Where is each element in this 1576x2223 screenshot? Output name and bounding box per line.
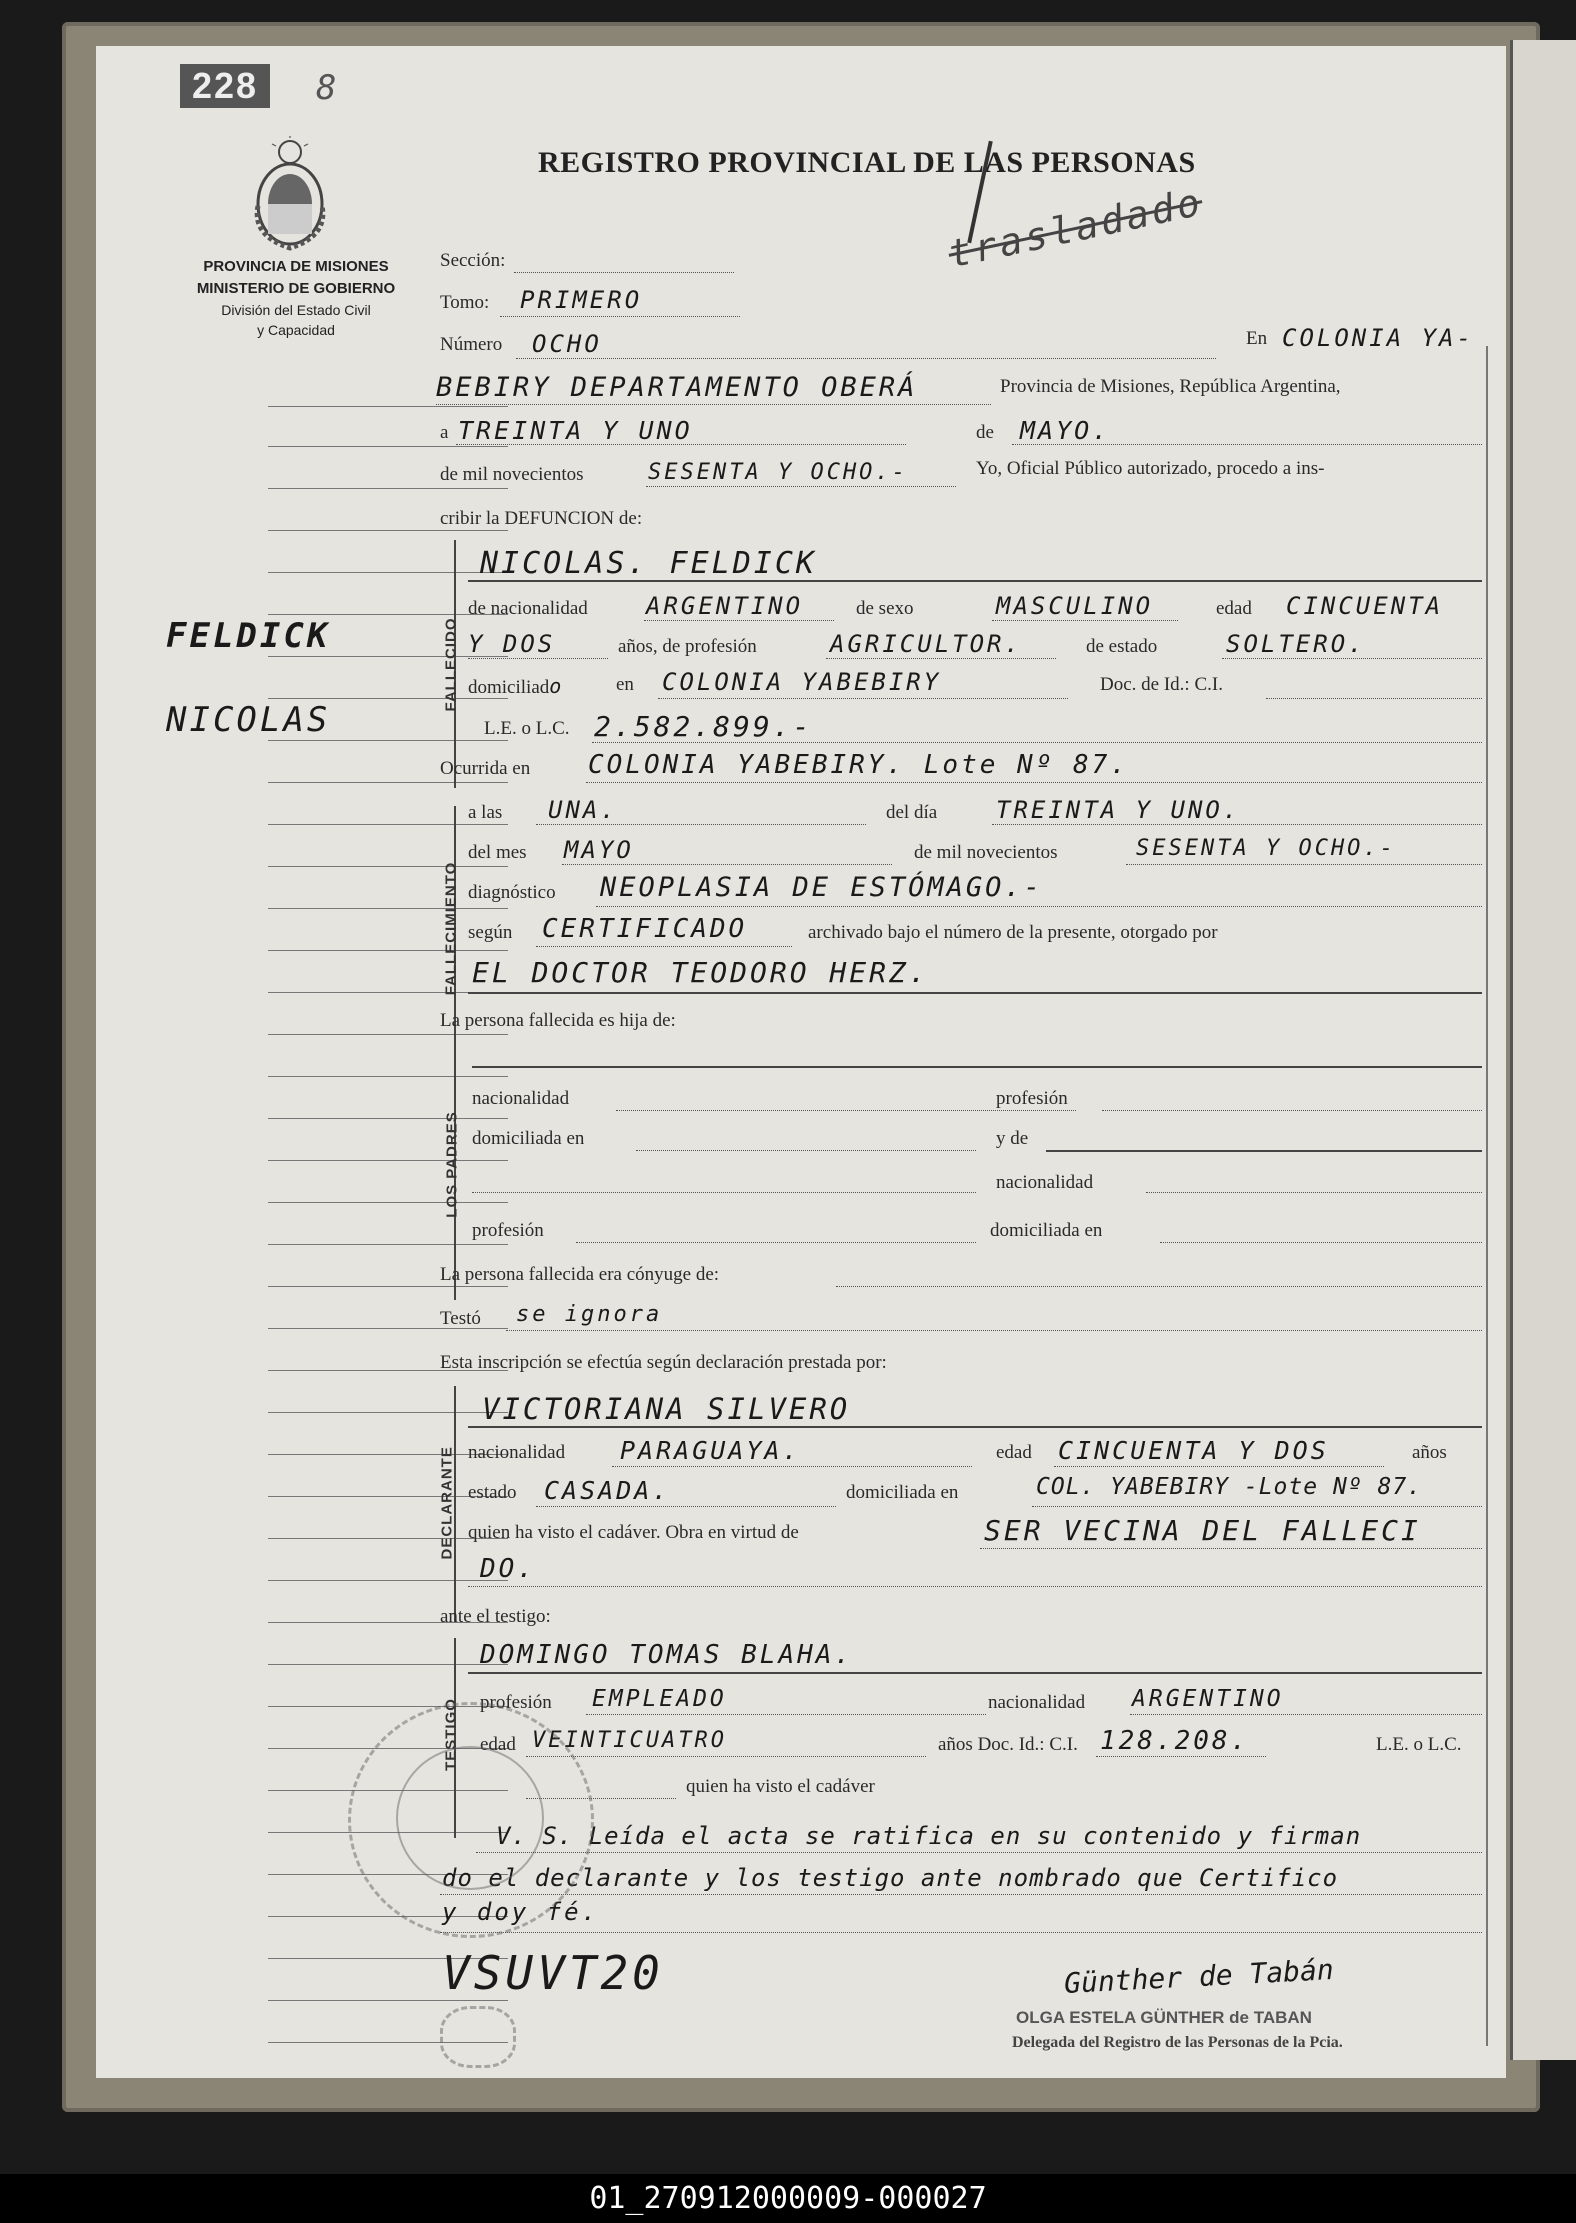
t-nac-line	[1130, 1714, 1482, 1715]
diagnostico-line	[596, 906, 1482, 907]
padre-nacionalidad-label: nacionalidad	[472, 1088, 570, 1109]
padre-dom-line	[636, 1150, 976, 1151]
a-label: a	[440, 422, 449, 443]
closing-line3: y doy fé.	[442, 1898, 600, 1926]
testigo-name-line	[468, 1672, 1482, 1674]
t-nacionalidad-value: ARGENTINO	[1132, 1686, 1284, 1712]
mes-line	[562, 864, 892, 865]
padre-name-line	[472, 1066, 1482, 1068]
f-sexo-label: de sexo	[856, 598, 914, 619]
mil-label: de mil novecientos	[914, 842, 1058, 863]
medico-value: EL DOCTOR TEODORO HERZ.	[472, 956, 929, 989]
f-profesion-value: AGRICULTOR.	[830, 630, 1022, 658]
f-nac-line	[644, 620, 834, 621]
coat-of-arms-icon	[248, 136, 332, 254]
f-edad-cont: Y DOS	[468, 630, 556, 658]
f-domiciliado-label: domiciliado	[468, 674, 565, 698]
f-le-label: L.E. o L.C.	[484, 718, 570, 739]
testo-value: se ignora	[516, 1302, 663, 1327]
a-las-label: a las	[468, 802, 503, 823]
del-dia-label: del día	[886, 802, 938, 823]
padre-dom2-line	[472, 1192, 976, 1193]
f-domicilio-value: COLONIA YABEBIRY	[662, 668, 942, 696]
t-profesion-value: EMPLEADO	[592, 1686, 727, 1712]
d-obra-line	[980, 1548, 1482, 1549]
official-signature: Günther de Tabán	[1063, 1952, 1335, 2001]
ocurrida-label: Ocurrida en	[440, 758, 531, 779]
d-nacionalidad-label: nacionalidad	[468, 1442, 566, 1463]
declarante-intro: Esta inscripción se efectúa según declaración prestada por:	[440, 1352, 887, 1373]
dia-line	[992, 824, 1482, 825]
month-line	[1012, 444, 1482, 445]
d-edad-label: edad	[996, 1442, 1032, 1463]
year-value: SESENTA Y OCHO.-	[648, 460, 908, 485]
testigo-intro: ante el testigo:	[440, 1606, 551, 1627]
province-label: PROVINCIA DE MISIONES	[203, 258, 389, 275]
year-prefix: de mil novecientos	[440, 464, 584, 485]
padre-profesion-label: profesión	[996, 1088, 1068, 1109]
document-page	[96, 46, 1506, 2078]
tomo-value: PRIMERO	[520, 286, 643, 314]
year-line	[646, 486, 956, 487]
closing-line2: do el declarante y los testigo ante nombrado que Certifico	[442, 1864, 1339, 1892]
f-sexo-line	[992, 620, 1178, 621]
d-estado-label: estado	[468, 1482, 517, 1503]
title-annotation: trasladado	[944, 179, 1207, 277]
f-domiciliado-suffix: o	[549, 674, 565, 698]
numero-label: Número	[440, 334, 503, 355]
y-de-label: y de	[996, 1128, 1029, 1149]
madre-nac-line	[1146, 1192, 1482, 1193]
segun-line	[536, 946, 792, 947]
testigo-section-label: TESTIGO	[442, 1698, 460, 1771]
testo-label: Testó	[440, 1308, 481, 1329]
conyuge-intro: La persona fallecida era cónyuge de:	[440, 1264, 720, 1285]
f-le-value: 2.582.899.-	[594, 710, 813, 743]
capacity-label: y Capacidad	[257, 322, 335, 338]
dia-value: TREINTA Y UNO.	[996, 796, 1241, 824]
f-sexo-value: MASCULINO	[996, 592, 1154, 620]
en-label: En	[1246, 328, 1268, 349]
seccion-label: Sección:	[440, 250, 506, 271]
en-value: COLONIA YA-	[1282, 324, 1474, 352]
closing-line3-rule	[440, 1932, 1482, 1933]
declarante-name-line	[468, 1426, 1482, 1428]
f-prof-line	[826, 658, 1056, 659]
numero-line	[516, 358, 1216, 359]
anio-value: SESENTA Y OCHO.-	[1136, 836, 1396, 861]
ocurrida-value: COLONIA YABEBIRY. Lote Nº 87.	[588, 750, 1129, 780]
f-nacionalidad-value: ARGENTINO	[646, 592, 804, 620]
t-edad-value: VEINTICUATRO	[532, 1728, 727, 1753]
d-quien-text: quien ha visto el cadáver. Obra en virtud de	[468, 1522, 799, 1543]
segun-value: CERTIFICADO	[542, 914, 748, 944]
madre-name-line	[1046, 1150, 1482, 1152]
madre-nacionalidad-label: nacionalidad	[996, 1172, 1094, 1193]
madre-domiciliada-label: domiciliada en	[990, 1220, 1103, 1241]
padre-nac-line	[616, 1110, 1076, 1111]
hora-line	[536, 824, 866, 825]
d-estado-value: CASADA.	[544, 1476, 671, 1505]
d-obra-value: SER VECINA DEL FALLECI	[984, 1514, 1421, 1547]
month-value: MAYO.	[1020, 416, 1111, 445]
right-margin-line	[1486, 346, 1488, 2046]
day-line	[456, 444, 906, 445]
fallecido-name-line	[468, 580, 1482, 582]
tomo-line	[500, 316, 740, 317]
de-label: de	[976, 422, 994, 443]
f-edad-line	[468, 658, 608, 659]
padres-intro: La persona fallecida es hija de:	[440, 1010, 676, 1031]
official-title: Delegada del Registro de las Personas de la Pcia.	[1012, 2034, 1343, 2051]
archivado-text: archivado bajo el número de la presente, otorgado por	[808, 922, 1218, 943]
declarante-section-label: DECLARANTE	[438, 1446, 456, 1560]
page-number-box: 228	[180, 64, 270, 108]
closing-initials: VSUVT20	[442, 1946, 664, 2000]
medico-line	[468, 992, 1482, 994]
day-value: TREINTA Y UNO	[458, 416, 693, 445]
anio-line	[1126, 864, 1482, 865]
madre-profesion-label: profesión	[472, 1220, 544, 1241]
oficial-text: Yo, Oficial Público autorizado, procedo a ins-	[976, 458, 1325, 479]
small-stamp	[440, 2006, 516, 2068]
margin-surname: FELDICK	[166, 616, 331, 656]
d-dom-line	[1032, 1506, 1482, 1507]
f-edad-label: edad	[1216, 598, 1252, 619]
t-quien-text: quien ha visto el cadáver	[686, 1776, 875, 1797]
d-edad-value: CINCUENTA Y DOS	[1058, 1436, 1329, 1465]
declarante-name: VICTORIANA SILVERO	[482, 1392, 851, 1426]
provincia-text: Provincia de Misiones, República Argentina,	[1000, 376, 1341, 397]
division-label: División del Estado Civil	[221, 302, 371, 318]
padre-prof-line	[1102, 1110, 1482, 1111]
f-edad-value: CINCUENTA	[1286, 592, 1444, 620]
ocurrida-line	[586, 782, 1482, 783]
f-en-label: en	[616, 674, 634, 695]
t-nacionalidad-label: nacionalidad	[988, 1692, 1086, 1713]
fallecimiento-section-label: FALLECIMIENTO	[442, 861, 460, 996]
fallecido-section-label: FALLECIDO	[442, 617, 460, 712]
f-estado-label: de estado	[1086, 636, 1158, 657]
d-anos-label: años	[1412, 1442, 1447, 1463]
d-obra-cont: DO.	[480, 1554, 536, 1584]
f-anos-label: años, de profesión	[618, 636, 757, 657]
t-prof-line	[586, 1714, 986, 1715]
padre-domiciliada-label: domiciliada en	[472, 1128, 585, 1149]
f-estado-line	[1222, 658, 1482, 659]
segun-label: según	[468, 922, 513, 943]
t-ci-line	[1096, 1756, 1266, 1757]
seccion-line	[514, 272, 734, 273]
ministry-label: MINISTERIO DE GOBIERNO	[196, 280, 396, 297]
official-name: OLGA ESTELA GÜNTHER de TABAN	[1016, 2008, 1312, 2027]
f-nacionalidad-label: de nacionalidad	[468, 598, 588, 619]
t-edad-label: edad	[480, 1734, 516, 1755]
document-title: REGISTRO PROVINCIAL DE LAS PERSONAS	[538, 146, 1196, 179]
t-profesion-label: profesión	[480, 1692, 552, 1713]
closing-line1-rule	[476, 1852, 1482, 1853]
f-estado-value: SOLTERO.	[1226, 630, 1366, 658]
page-number-small: 8	[316, 68, 340, 108]
inscribir-text: cribir la DEFUNCION de:	[440, 508, 643, 529]
fallecido-name: NICOLAS. FELDICK	[480, 546, 817, 581]
padres-section-label: LOS PADRES	[443, 1111, 461, 1218]
f-le-line	[592, 742, 1482, 743]
t-ci-value: 128.208.	[1100, 1726, 1250, 1756]
madre-dom-line	[1160, 1242, 1482, 1243]
diagnostico-value: NEOPLASIA DE ESTÓMAGO.-	[600, 872, 1043, 903]
image-caption: 01_270912000009-000027	[0, 2174, 1576, 2223]
margin-given-name: NICOLAS	[166, 700, 331, 740]
f-dom-line	[658, 698, 1068, 699]
del-mes-label: del mes	[468, 842, 527, 863]
testo-line	[506, 1330, 1482, 1331]
mes-value: MAYO	[564, 836, 634, 864]
d-nac-line	[612, 1466, 972, 1467]
t-edad-line	[526, 1756, 926, 1757]
diagnostico-label: diagnóstico	[468, 882, 556, 903]
closing-line1: V. S. Leída el acta se ratifica en su contenido y firman	[496, 1822, 1362, 1850]
d-estado-line	[536, 1506, 836, 1507]
closing-line2-rule	[440, 1894, 1482, 1895]
d-obra-cont-line	[468, 1586, 1482, 1587]
madre-prof-line	[576, 1242, 976, 1243]
conyuge-line	[836, 1286, 1482, 1287]
d-domicilio-value: COL. YABEBIRY -Lote Nº 87.	[1036, 1474, 1423, 1500]
t-le-label: L.E. o L.C.	[1376, 1734, 1462, 1755]
hora-value: UNA.	[548, 796, 618, 824]
facing-page-edge	[1510, 40, 1576, 2060]
tomo-label: Tomo:	[440, 292, 490, 313]
place-line	[436, 404, 991, 405]
d-edad-line	[1054, 1466, 1384, 1467]
d-domiciliada-label: domiciliada en	[846, 1482, 959, 1503]
numero-value: OCHO	[532, 330, 602, 358]
d-nacionalidad-value: PARAGUAYA.	[620, 1436, 801, 1465]
testigo-name: DOMINGO TOMAS BLAHA.	[480, 1640, 854, 1670]
f-doc-label: Doc. de Id.: C.I.	[1100, 674, 1223, 695]
t-anos-doc-label: años Doc. Id.: C.I.	[938, 1734, 1078, 1755]
official-stamp-inner	[396, 1746, 544, 1890]
place-cont: BEBIRY DEPARTAMENTO OBERÁ	[436, 372, 918, 403]
f-doc-line	[1266, 698, 1482, 699]
